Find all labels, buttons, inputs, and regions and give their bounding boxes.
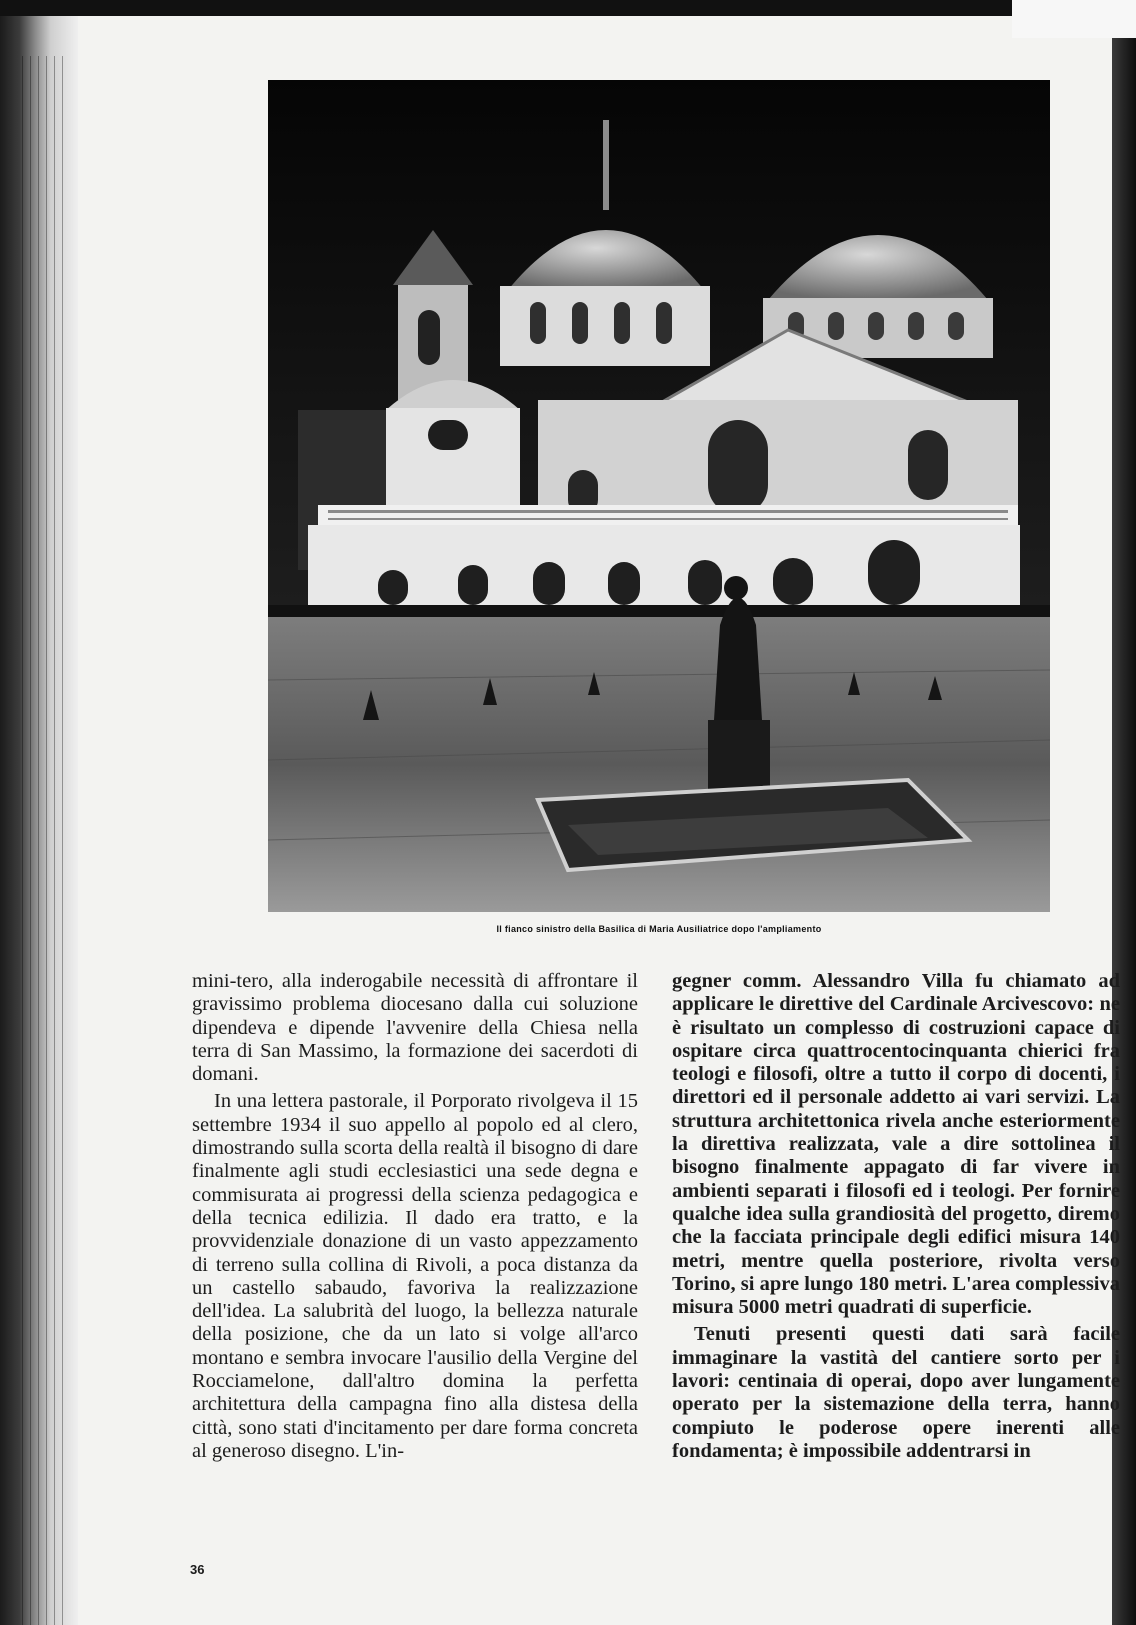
scan-corner <box>1012 0 1136 38</box>
book-binding-gutter <box>0 16 78 1625</box>
page-number: 36 <box>190 1562 205 1577</box>
article-column-right <box>672 970 1120 1463</box>
scan-top-border <box>0 0 1012 16</box>
article-paragraph: Tenuti presenti questi dati sarà facile immaginare la vastità del cantiere sorto per i lavori: centinaia di operai, dopo aver lungamente operato per la sistemazione della terra, hanno compiuto le poderose opere inerenti alle fondamenta; è impossibile addentrarsi in <box>672 1323 1120 1462</box>
photo-caption: Il fianco sinistro della Basilica di Maria Ausiliatrice dopo l'ampliamento <box>496 924 822 934</box>
article-paragraph: mini-tero, alla inderogabile necessità di affrontare il gravissimo problema diocesano dalla cui soluzione dipendeva e dipende l'avvenire della Chiesa nella terra di San Massimo, la formazione dei sacerdoti di domani. <box>192 970 638 1086</box>
basilica-photograph <box>268 80 1050 912</box>
basilica-illustration <box>268 80 1050 912</box>
article-paragraph: In una lettera pastorale, il Porporato rivolgeva il 15 settembre 1934 il suo appello al popolo ed al clero, dimostrando sulla scorta della realtà il bisogno di dare finalmente agli studi ecclesiastici una sede degna e commisurata ai progressi della scienza pedagogica e della tecnica edilizia. Il dado era tratto, e la provvidenziale donazione di un vasto appezzamento di terreno sulla collina di Rivoli, a poca distanza da un castello sabaudo, favoriva la realizzazione dell'idea. La salubrità del luogo, la bellezza naturale della posizione, che da un lato si volge all'arco montano e sembra invocare l'ausilio della Vergine del Rocciamelone, dall'altro domina la perfetta architettura della campagna fino alla distesa della città, sono stati d'incitamento per dare forma concreta al generoso disegno. L'in- <box>192 1090 638 1462</box>
article-column-left <box>192 970 638 1463</box>
article-paragraph: gegner comm. Alessandro Villa fu chiamato ad applicare le direttive del Cardinale Arcivescovo: ne è risultato un complesso di costruzioni capace di ospitare circa quattrocentocinquanta chierici fra teologi e filosofi, oltre a tutto il corpo di docenti, i direttori ed il personale addetto ai vari servizi. La struttura architettonica rivela anche esteriormente la direttiva realizzata, vale a dire sottolinea il bisogno finalmente appagato di far vivere in ambienti separati i filosofi ed i teologi. Per fornire qualche idea sulla grandiosità del progetto, diremo che la facciata principale degli edifici misura 140 metri, mentre quella posteriore, rivolta verso Torino, si apre lungo 180 metri. L'area complessiva misura 5000 metri quadrati di superficie. <box>672 970 1120 1319</box>
